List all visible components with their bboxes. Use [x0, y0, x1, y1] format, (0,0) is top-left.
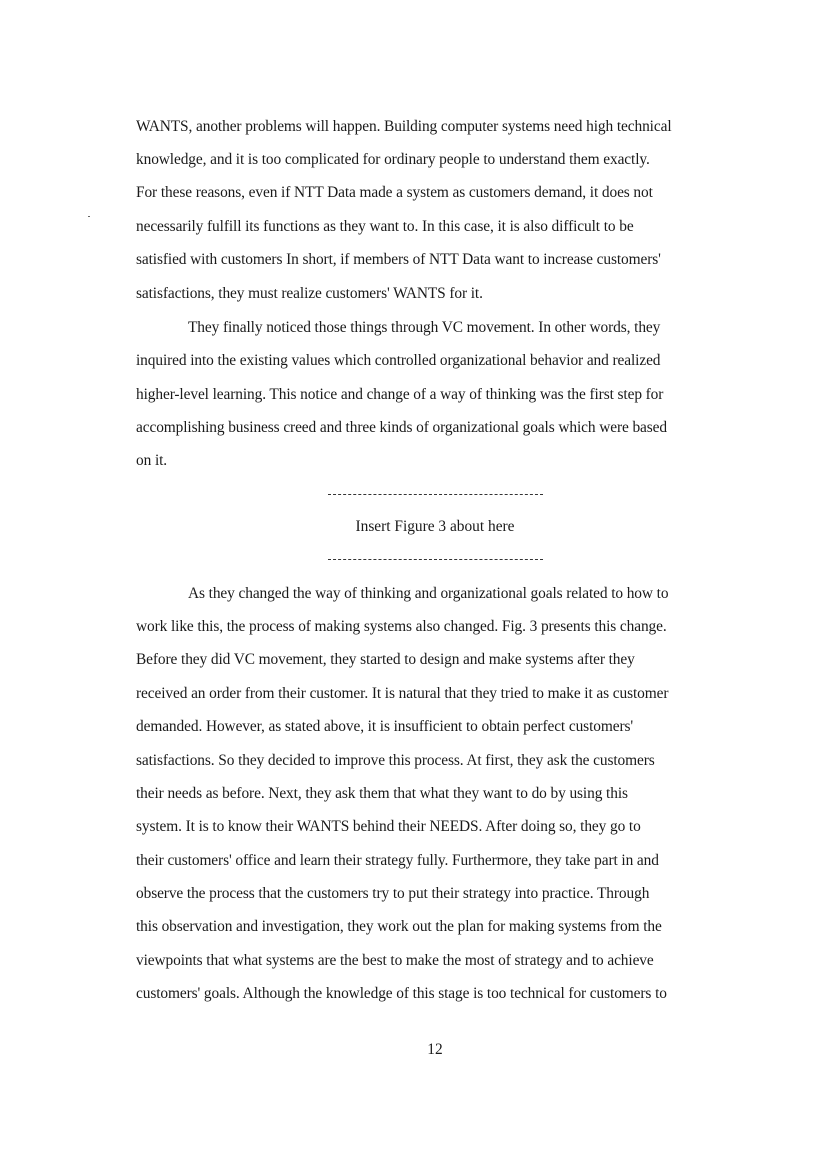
- paragraph-1-line-3: For these reasons, even if NTT Data made a system as customers demand, it does not: [136, 184, 653, 201]
- paragraph-3-line-1: As they changed the way of thinking and organizational goals related to how to: [188, 585, 669, 602]
- figure-insert-bottom-rule: [328, 559, 543, 560]
- paragraph-2-line-4: accomplishing business creed and three kinds of organizational goals which were based: [136, 419, 668, 436]
- paragraph-1-line-2: knowledge, and it is too complicated for ordinary people to understand them exactly.: [136, 151, 650, 168]
- paragraph-3-line-4: received an order from their customer. It is natural that they tried to make it as customer: [136, 685, 669, 702]
- paragraph-3-line-3: Before they did VC movement, they started to design and make systems after they: [136, 651, 635, 668]
- paragraph-3-line-9: their customers' office and learn their strategy fully. Furthermore, they take part in and: [136, 852, 659, 869]
- paragraph-2-line-2: inquired into the existing values which controlled organizational behavior and realized: [136, 352, 661, 369]
- paragraph-3-line-12: viewpoints that what systems are the best to make the most of strategy and to achieve: [136, 952, 654, 969]
- paragraph-2-line-3: higher-level learning. This notice and change of a way of thinking was the first step for: [136, 386, 664, 403]
- paragraph-1-line-4: necessarily fulfill its functions as they want to. In this case, it is also difficult to be: [136, 218, 634, 235]
- scan-speck: [88, 216, 90, 217]
- page-number: 12: [427, 1041, 443, 1058]
- paragraph-2-line-5: on it.: [136, 452, 168, 469]
- paragraph-1-line-1: WANTS, another problems will happen. Building computer systems need high technical: [136, 118, 672, 135]
- paragraph-3-line-11: this observation and investigation, they work out the plan for making systems from the: [136, 918, 662, 935]
- paragraph-2-line-1: They finally noticed those things through VC movement. In other words, they: [188, 319, 661, 336]
- paragraph-1-line-5: satisfied with customers In short, if members of NTT Data want to increase customers': [136, 251, 661, 268]
- paragraph-3-line-7: their needs as before. Next, they ask them that what they want to do by using this: [136, 785, 628, 802]
- figure-insert-note: Insert Figure 3 about here: [355, 518, 515, 535]
- paragraph-3-line-10: observe the process that the customers try to put their strategy into practice. Through: [136, 885, 650, 902]
- paragraph-3-line-6: satisfactions. So they decided to improve this process. At first, they ask the customers: [136, 752, 655, 769]
- paragraph-3-line-2: work like this, the process of making systems also changed. Fig. 3 presents this change.: [136, 618, 667, 635]
- paragraph-3-line-5: demanded. However, as stated above, it is insufficient to obtain perfect customers': [136, 718, 634, 735]
- paragraph-1-line-6: satisfactions, they must realize customers' WANTS for it.: [136, 285, 483, 302]
- paragraph-3-line-13: customers' goals. Although the knowledge of this stage is too technical for customers to: [136, 985, 667, 1002]
- figure-insert-top-rule: [328, 494, 543, 495]
- paragraph-3-line-8: system. It is to know their WANTS behind their NEEDS. After doing so, they go to: [136, 818, 641, 835]
